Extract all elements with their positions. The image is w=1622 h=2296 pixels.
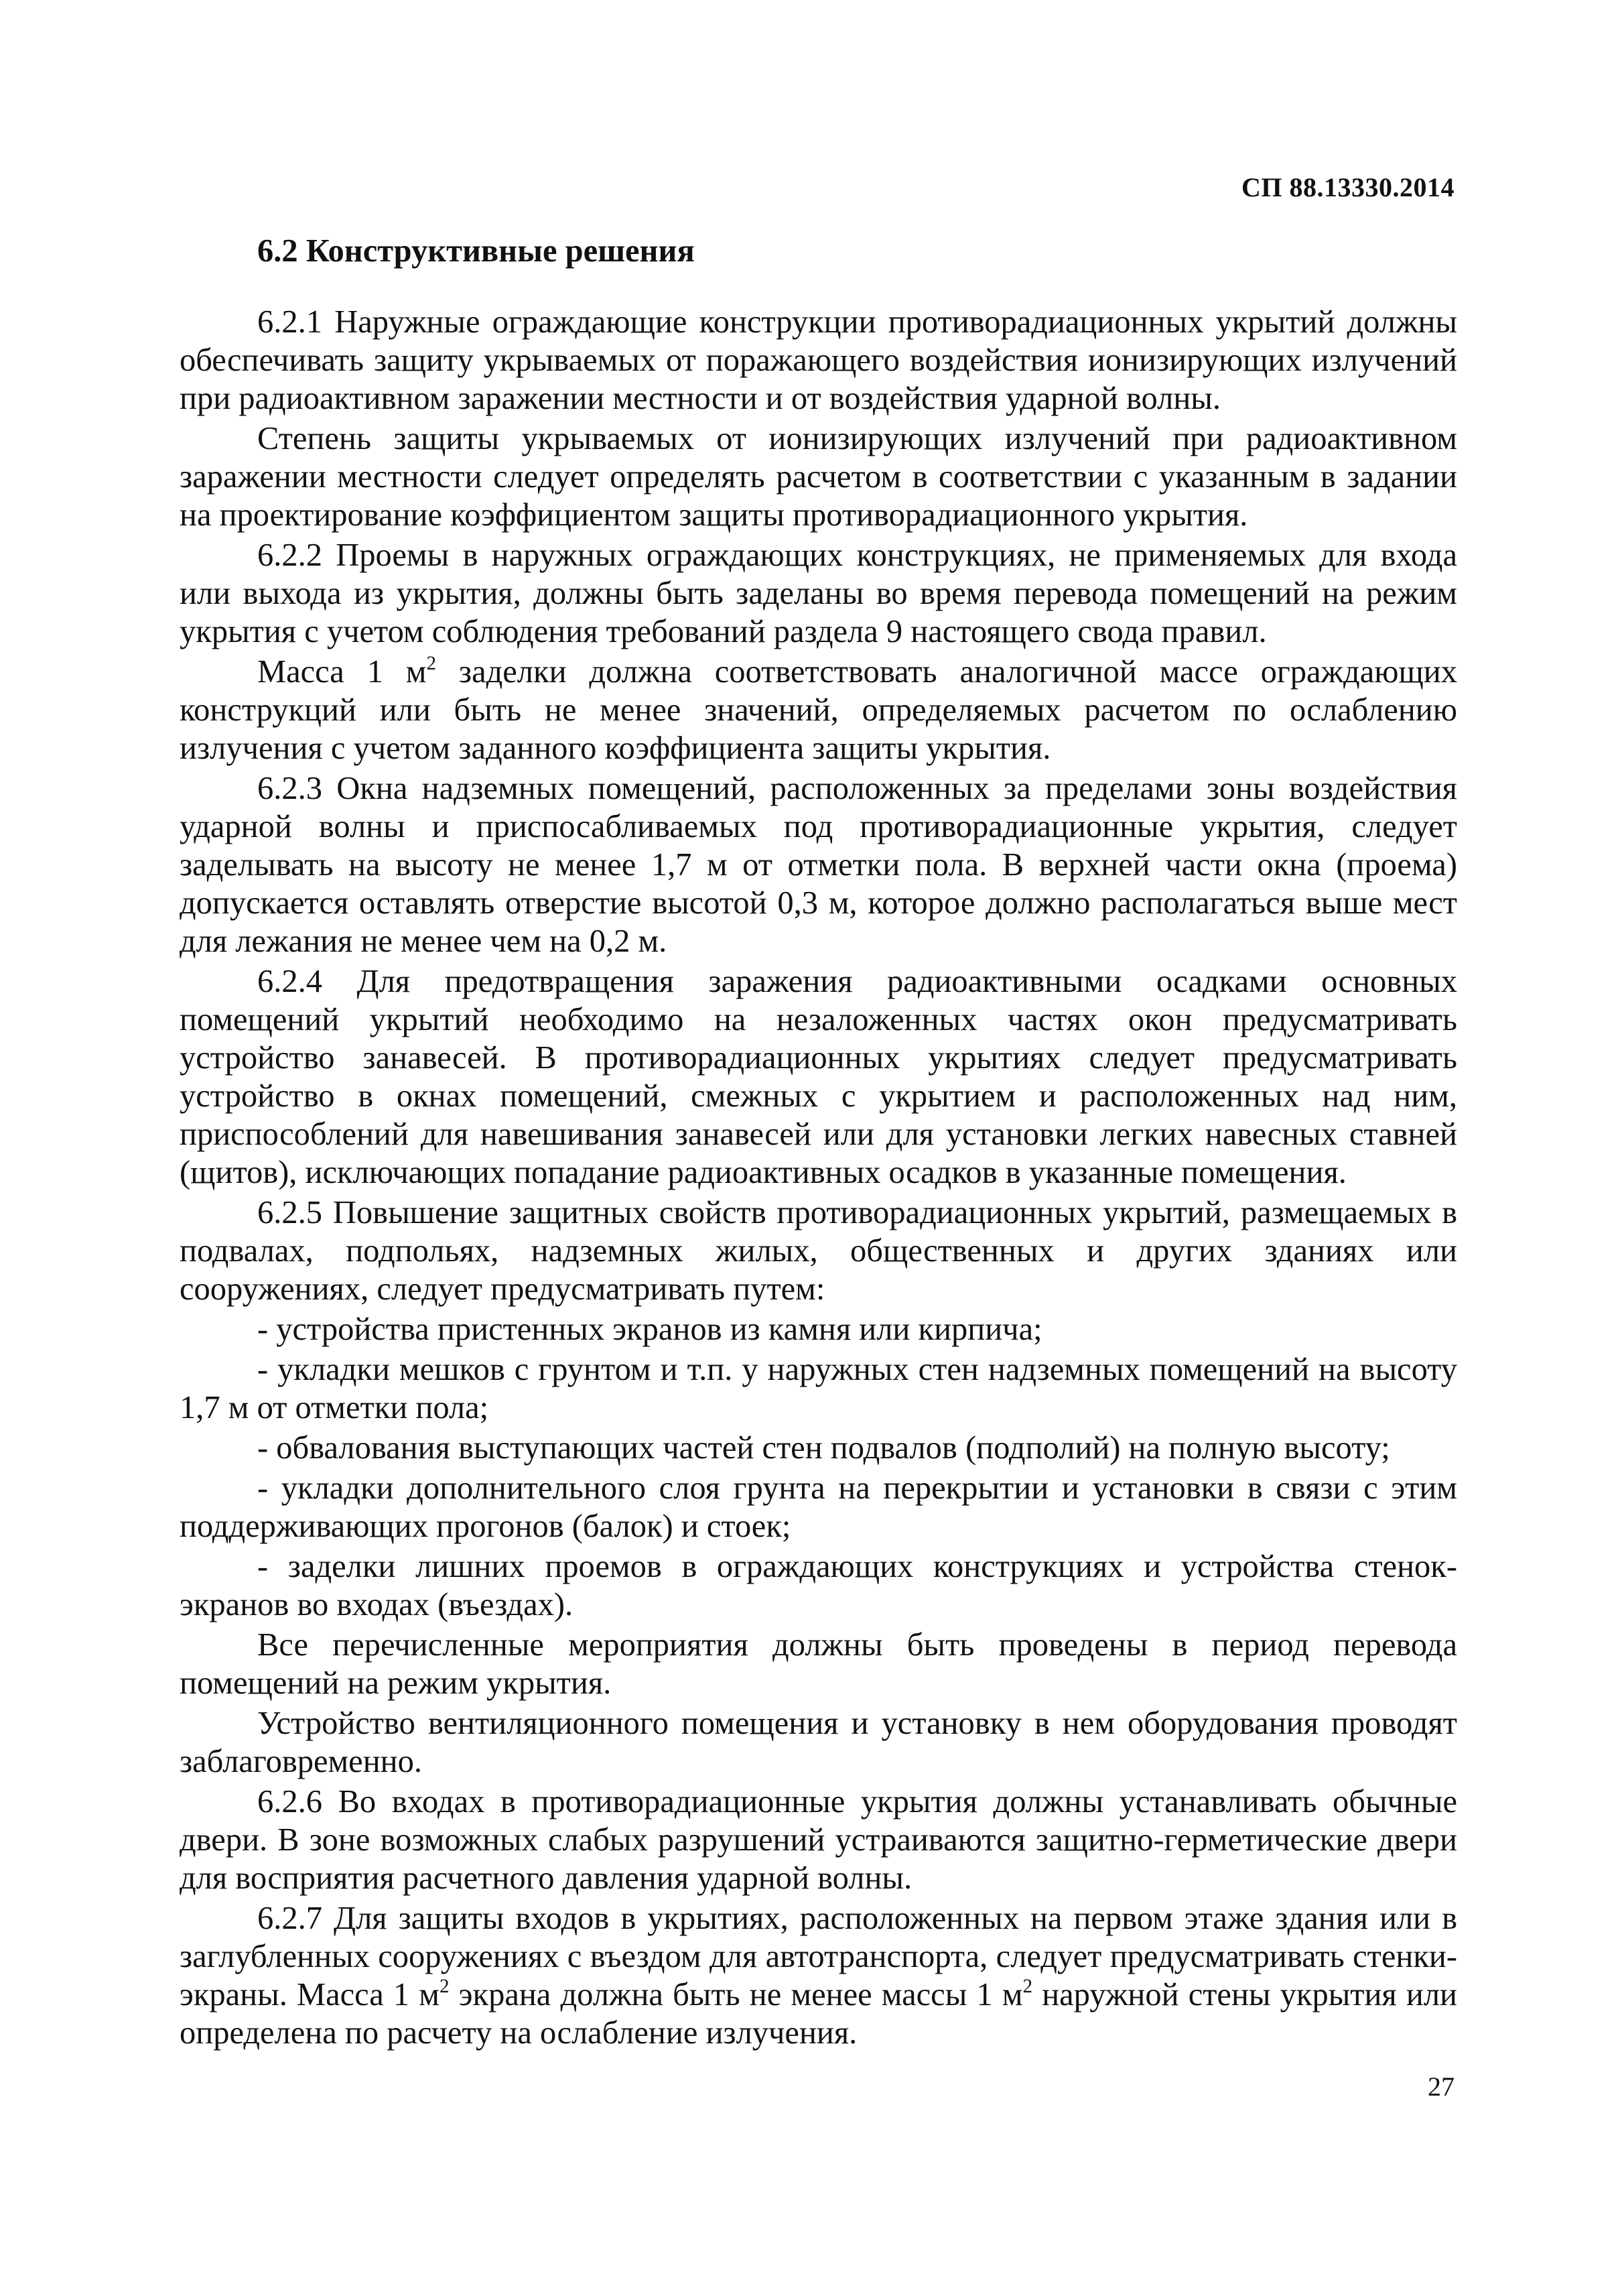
paragraph-6-2-2: 6.2.2 Проемы в наружных ограждающих конструкциях, не применяемых для входа или выхода из укрытия, должны быть заделаны во время перевода помещений на режим укрытия с учетом соблюдения требований раздела 9 настоящего свода правил. — [180, 537, 1457, 649]
list-item-soil-layer: - укладки дополнительного слоя грунта на перекрытии и установки в связи с этим поддерживающих прогонов (балок) и стоек; — [180, 1470, 1457, 1544]
paragraph-6-2-7-text: 6.2.7 Для защиты входов в укрытиях, расположенных на первом этаже здания или в заглубленных сооружениях с въездом для автотранспорта, следует предусматривать стенки-экраны. Масса 1 м — [180, 1901, 1457, 2013]
superscript-2: 2 — [440, 1976, 450, 1998]
paragraph-fill-mass — [180, 653, 1457, 767]
paragraph-6-2-3: 6.2.3 Окна надземных помещений, расположенных за пределами зоны воздействия ударной волны и приспосабливаемых под противорадиационные укрытия, следует заделывать на высоту не менее 1,7 м от отметки пола. В верхней части окна (проема) допускается оставлять отверстие высотой 0,3 м, которое должно располагаться выше мест для лежания не менее чем на 0,2 м. — [180, 771, 1457, 959]
page-number: 27 — [1428, 2071, 1455, 2102]
list-item-embankment: - обвалования выступающих частей стен подвалов (подполий) на полную высоту; — [257, 1430, 1390, 1466]
paragraph-6-2-6: 6.2.6 Во входах в противорадиационные укрытия должны устанавливать обычные двери. В зоне возможных слабых разрушений устраиваются защитно-герметические двери для восприятия расчетного давления ударной волны. — [180, 1784, 1457, 1896]
document-body — [180, 232, 1457, 2054]
superscript-2: 2 — [1022, 1976, 1033, 1998]
paragraph-6-2-7 — [180, 1899, 1457, 2052]
list-item-sandbags: - укладки мешков с грунтом и т.п. у наружных стен надземных помещений на высоту 1,7 м от отметки пола; — [180, 1352, 1457, 1425]
paragraph-6-2-1: 6.2.1 Наружные ограждающие конструкции противорадиационных укрытий должны обеспечивать защиту укрываемых от поражающего воздействия ионизирующих излучений при радиоактивном заражении местности и от воздействия ударной волны. — [180, 304, 1457, 416]
paragraph-measures: Все перечисленные мероприятия должны быть проведены в период перевода помещений на режим укрытия. — [180, 1627, 1457, 1701]
paragraph-fill-mass-text-after: заделки должна соответствовать аналогичной массе ограждающих конструкций или быть не менее значений, определяемых расчетом по ослаблению излучения с учетом заданного коэффициента защиты укрытия. — [180, 654, 1457, 766]
paragraph-6-2-5: 6.2.5 Повышение защитных свойств противорадиационных укрытий, размещаемых в подвалах, подпольях, надземных жилых, общественных и других зданиях или сооружениях, следует предусматривать путем: — [180, 1195, 1457, 1307]
paragraph-protection-degree: Степень защиты укрываемых от ионизирующих излучений при радиоактивном заражении местности следует определять расчетом в соответствии с указанным в задании на проектирование коэффициентом защиты противорадиационного укрытия. — [180, 421, 1457, 533]
paragraph-6-2-7-text-after-2: наружной стены укрытия или определена по расчету на ослабление излучения. — [180, 1977, 1457, 2051]
paragraph-fill-mass-text: Масса 1 м — [257, 654, 427, 690]
superscript-2: 2 — [426, 653, 437, 675]
paragraph-6-2-7-text-after: экрана должна быть не менее массы 1 м — [449, 1977, 1023, 2013]
paragraph-ventilation: Устройство вентиляционного помещения и установку в нем оборудования проводят заблаговременно. — [180, 1706, 1457, 1779]
section-title: 6.2 Конструктивные решения — [257, 233, 695, 269]
list-item-screens: - устройства пристенных экранов из камня или кирпича; — [257, 1312, 1042, 1347]
document-code: СП 88.13330.2014 — [1241, 172, 1455, 202]
list-item-openings: - заделки лишних проемов в ограждающих конструкциях и устройства стенок-экранов во входах (въездах). — [180, 1549, 1457, 1622]
paragraph-6-2-4: 6.2.4 Для предотвращения заражения радиоактивными осадками основных помещений укрытий необходимо на незаложенных частях окон предусматривать устройство занавесей. В противорадиационных укрытиях следует предусматривать устройство в окнах помещений, смежных с укрытием и расположенных над ним, приспособлений для навешивания занавесей или для установки легких навесных ставней (щитов), исключающих попадание радиоактивных осадков в указанные помещения. — [180, 964, 1457, 1190]
